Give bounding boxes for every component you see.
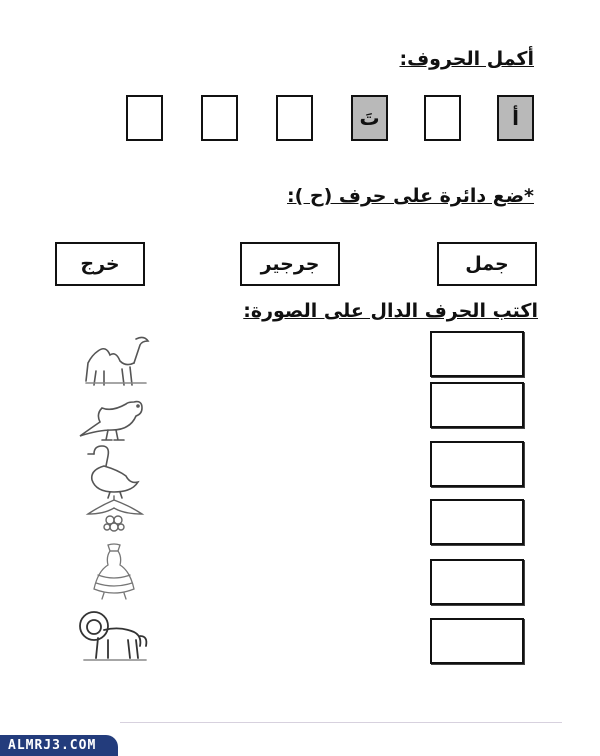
answer-box-1[interactable] (430, 331, 524, 377)
letter-box-4[interactable] (276, 95, 313, 141)
word-box-kharaja[interactable]: خرج (55, 242, 145, 286)
letter-box-1[interactable]: أ (497, 95, 534, 141)
answer-box-5[interactable] (430, 559, 524, 605)
dress-icon (74, 541, 154, 601)
pigeon-icon (74, 388, 154, 448)
write-letter-heading: اكتب الحرف الدال على الصورة: (243, 300, 538, 322)
word-box-jamal[interactable]: جمل (437, 242, 537, 286)
answer-box-4[interactable] (430, 499, 524, 545)
circle-letter-heading: *ضع دائرة على حرف (ح ): (287, 185, 534, 207)
footer-divider (120, 722, 562, 723)
complete-letters-heading: أكمل الحروف: (399, 48, 534, 70)
camel-icon (74, 327, 154, 387)
answer-box-2[interactable] (430, 382, 524, 428)
letter-box-2[interactable] (424, 95, 461, 141)
word-box-jarjeer[interactable]: جرجير (240, 242, 340, 286)
site-logo: ALMRJ3.COM (0, 735, 118, 756)
answer-box-6[interactable] (430, 618, 524, 664)
letter-box-6[interactable] (126, 95, 163, 141)
letter-box-5[interactable] (201, 95, 238, 141)
answer-box-3[interactable] (430, 441, 524, 487)
letter-box-3[interactable]: تَ (351, 95, 388, 141)
lion-icon (74, 606, 154, 666)
